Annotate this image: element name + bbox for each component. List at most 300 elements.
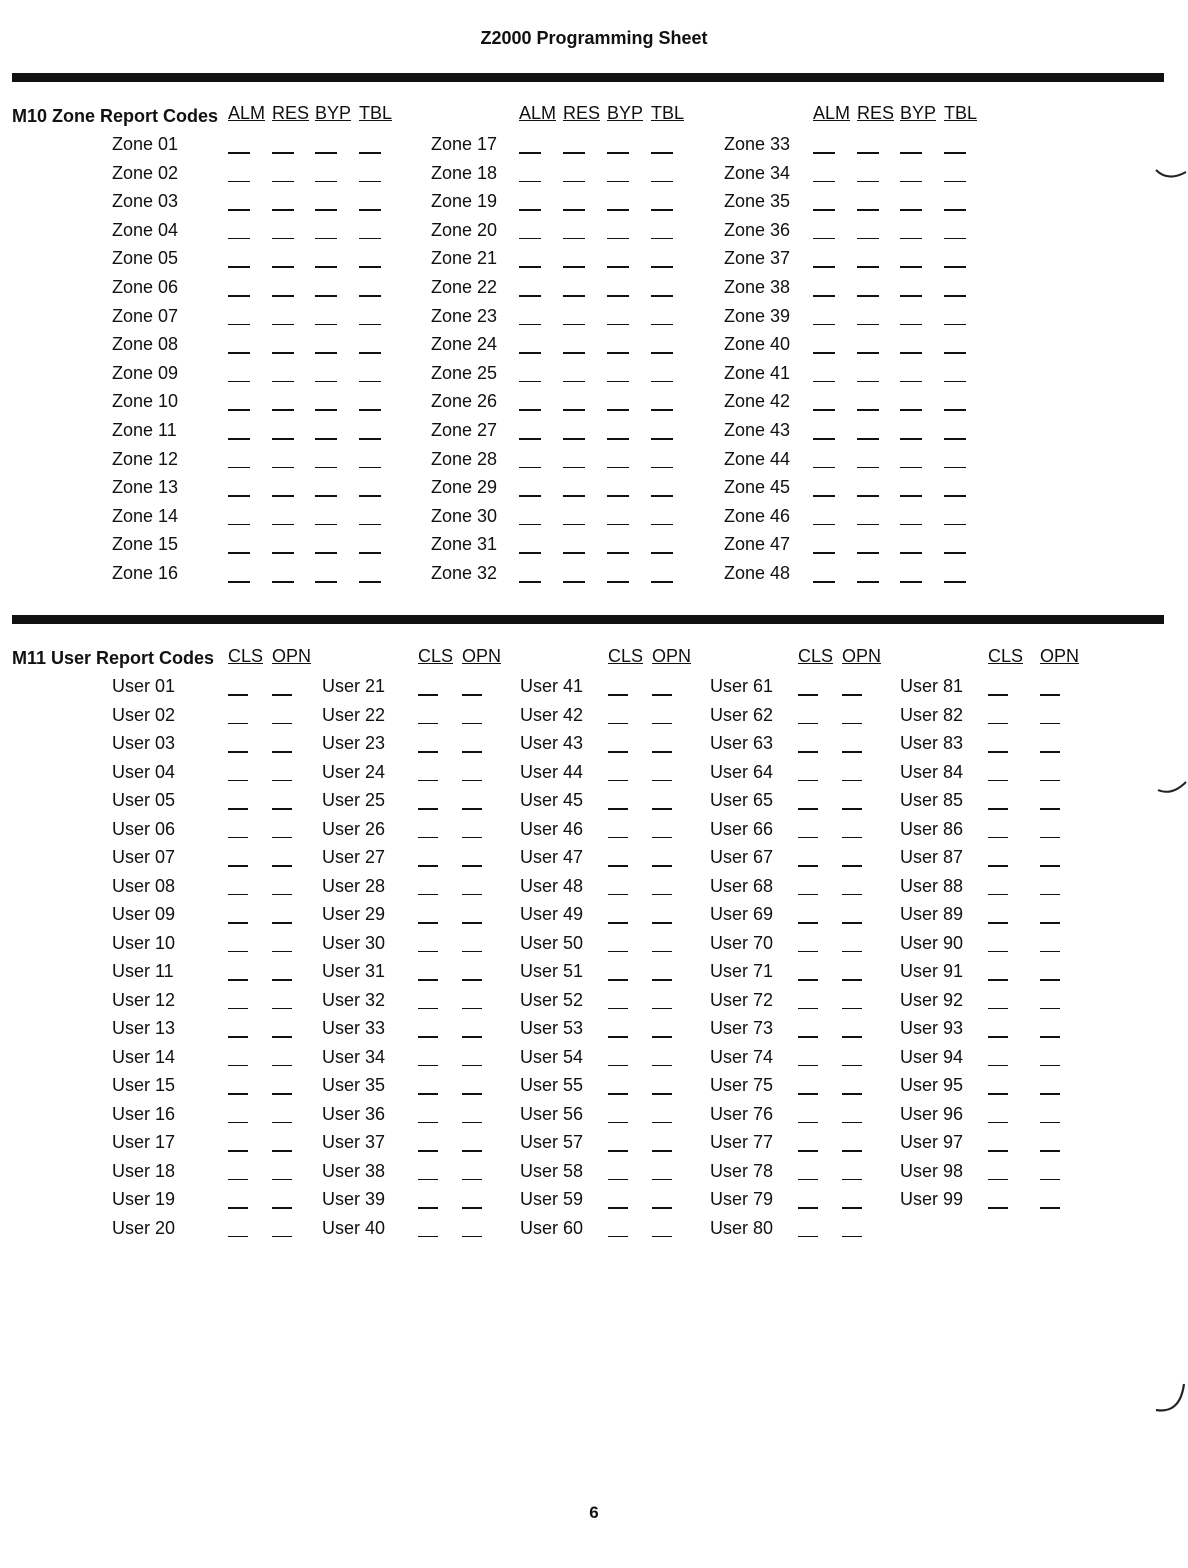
zone-code-blank[interactable] — [563, 352, 585, 354]
user-code-blank[interactable] — [652, 1065, 672, 1067]
user-code-blank[interactable] — [228, 1236, 248, 1238]
user-code-blank[interactable] — [462, 951, 482, 953]
zone-code-blank[interactable] — [900, 209, 922, 211]
user-code-blank[interactable] — [842, 979, 862, 981]
user-code-blank[interactable] — [842, 1008, 862, 1010]
user-code-blank[interactable] — [1040, 780, 1060, 782]
user-code-blank[interactable] — [608, 1036, 628, 1038]
zone-code-blank[interactable] — [607, 552, 629, 554]
user-code-blank[interactable] — [798, 694, 818, 696]
zone-code-blank[interactable] — [607, 495, 629, 497]
user-code-blank[interactable] — [842, 837, 862, 839]
zone-code-blank[interactable] — [813, 295, 835, 297]
user-code-blank[interactable] — [418, 1036, 438, 1038]
zone-code-blank[interactable] — [857, 266, 879, 268]
user-code-blank[interactable] — [228, 1179, 248, 1181]
user-code-blank[interactable] — [842, 1065, 862, 1067]
user-code-blank[interactable] — [228, 979, 248, 981]
zone-code-blank[interactable] — [651, 152, 673, 154]
zone-code-blank[interactable] — [857, 181, 879, 183]
zone-code-blank[interactable] — [900, 552, 922, 554]
zone-code-blank[interactable] — [813, 409, 835, 411]
user-code-blank[interactable] — [462, 1065, 482, 1067]
user-code-blank[interactable] — [228, 1150, 248, 1152]
user-code-blank[interactable] — [842, 1122, 862, 1124]
user-code-blank[interactable] — [652, 894, 672, 896]
zone-code-blank[interactable] — [651, 552, 673, 554]
zone-code-blank[interactable] — [519, 352, 541, 354]
user-code-blank[interactable] — [418, 751, 438, 753]
zone-code-blank[interactable] — [813, 324, 835, 326]
user-code-blank[interactable] — [798, 723, 818, 725]
user-code-blank[interactable] — [1040, 1065, 1060, 1067]
user-code-blank[interactable] — [608, 1122, 628, 1124]
user-code-blank[interactable] — [988, 694, 1008, 696]
user-code-blank[interactable] — [652, 808, 672, 810]
user-code-blank[interactable] — [798, 808, 818, 810]
user-code-blank[interactable] — [652, 979, 672, 981]
user-code-blank[interactable] — [272, 1179, 292, 1181]
zone-code-blank[interactable] — [651, 352, 673, 354]
user-code-blank[interactable] — [272, 1036, 292, 1038]
user-code-blank[interactable] — [272, 1065, 292, 1067]
user-code-blank[interactable] — [228, 808, 248, 810]
user-code-blank[interactable] — [272, 780, 292, 782]
zone-code-blank[interactable] — [813, 181, 835, 183]
zone-code-blank[interactable] — [315, 524, 337, 526]
zone-code-blank[interactable] — [563, 467, 585, 469]
zone-code-blank[interactable] — [359, 238, 381, 240]
user-code-blank[interactable] — [842, 1207, 862, 1209]
zone-code-blank[interactable] — [359, 352, 381, 354]
user-code-blank[interactable] — [418, 1008, 438, 1010]
zone-code-blank[interactable] — [315, 266, 337, 268]
user-code-blank[interactable] — [988, 1093, 1008, 1095]
user-code-blank[interactable] — [462, 894, 482, 896]
user-code-blank[interactable] — [798, 979, 818, 981]
user-code-blank[interactable] — [418, 922, 438, 924]
user-code-blank[interactable] — [418, 694, 438, 696]
user-code-blank[interactable] — [1040, 751, 1060, 753]
zone-code-blank[interactable] — [359, 295, 381, 297]
zone-code-blank[interactable] — [651, 181, 673, 183]
user-code-blank[interactable] — [462, 1207, 482, 1209]
user-code-blank[interactable] — [842, 894, 862, 896]
user-code-blank[interactable] — [608, 1207, 628, 1209]
zone-code-blank[interactable] — [607, 409, 629, 411]
zone-code-blank[interactable] — [228, 152, 250, 154]
zone-code-blank[interactable] — [900, 581, 922, 583]
user-code-blank[interactable] — [652, 694, 672, 696]
user-code-blank[interactable] — [842, 751, 862, 753]
user-code-blank[interactable] — [272, 751, 292, 753]
zone-code-blank[interactable] — [519, 266, 541, 268]
user-code-blank[interactable] — [798, 1065, 818, 1067]
user-code-blank[interactable] — [272, 922, 292, 924]
zone-code-blank[interactable] — [315, 238, 337, 240]
user-code-blank[interactable] — [1040, 1150, 1060, 1152]
user-code-blank[interactable] — [1040, 1207, 1060, 1209]
user-code-blank[interactable] — [652, 1236, 672, 1238]
zone-code-blank[interactable] — [359, 409, 381, 411]
zone-code-blank[interactable] — [813, 381, 835, 383]
zone-code-blank[interactable] — [813, 238, 835, 240]
zone-code-blank[interactable] — [651, 438, 673, 440]
user-code-blank[interactable] — [988, 723, 1008, 725]
zone-code-blank[interactable] — [563, 266, 585, 268]
user-code-blank[interactable] — [608, 1150, 628, 1152]
user-code-blank[interactable] — [272, 1093, 292, 1095]
user-code-blank[interactable] — [798, 1008, 818, 1010]
user-code-blank[interactable] — [418, 1179, 438, 1181]
user-code-blank[interactable] — [842, 1179, 862, 1181]
zone-code-blank[interactable] — [563, 324, 585, 326]
user-code-blank[interactable] — [842, 922, 862, 924]
user-code-blank[interactable] — [798, 1207, 818, 1209]
zone-code-blank[interactable] — [944, 209, 966, 211]
zone-code-blank[interactable] — [607, 352, 629, 354]
user-code-blank[interactable] — [462, 694, 482, 696]
zone-code-blank[interactable] — [272, 266, 294, 268]
user-code-blank[interactable] — [1040, 1036, 1060, 1038]
zone-code-blank[interactable] — [519, 181, 541, 183]
zone-code-blank[interactable] — [944, 438, 966, 440]
zone-code-blank[interactable] — [315, 581, 337, 583]
zone-code-blank[interactable] — [607, 181, 629, 183]
zone-code-blank[interactable] — [315, 324, 337, 326]
user-code-blank[interactable] — [272, 1122, 292, 1124]
zone-code-blank[interactable] — [944, 152, 966, 154]
user-code-blank[interactable] — [272, 865, 292, 867]
zone-code-blank[interactable] — [228, 181, 250, 183]
zone-code-blank[interactable] — [563, 381, 585, 383]
user-code-blank[interactable] — [418, 1207, 438, 1209]
user-code-blank[interactable] — [1040, 723, 1060, 725]
zone-code-blank[interactable] — [813, 495, 835, 497]
user-code-blank[interactable] — [842, 1150, 862, 1152]
zone-code-blank[interactable] — [519, 209, 541, 211]
user-code-blank[interactable] — [418, 1236, 438, 1238]
zone-code-blank[interactable] — [519, 581, 541, 583]
zone-code-blank[interactable] — [813, 152, 835, 154]
user-code-blank[interactable] — [228, 922, 248, 924]
user-code-blank[interactable] — [1040, 1093, 1060, 1095]
zone-code-blank[interactable] — [857, 238, 879, 240]
user-code-blank[interactable] — [462, 979, 482, 981]
user-code-blank[interactable] — [798, 894, 818, 896]
user-code-blank[interactable] — [462, 1179, 482, 1181]
zone-code-blank[interactable] — [944, 524, 966, 526]
zone-code-blank[interactable] — [651, 409, 673, 411]
zone-code-blank[interactable] — [272, 352, 294, 354]
zone-code-blank[interactable] — [900, 524, 922, 526]
zone-code-blank[interactable] — [519, 524, 541, 526]
zone-code-blank[interactable] — [359, 181, 381, 183]
zone-code-blank[interactable] — [607, 467, 629, 469]
user-code-blank[interactable] — [988, 837, 1008, 839]
zone-code-blank[interactable] — [944, 266, 966, 268]
zone-code-blank[interactable] — [857, 209, 879, 211]
user-code-blank[interactable] — [798, 751, 818, 753]
zone-code-blank[interactable] — [607, 524, 629, 526]
user-code-blank[interactable] — [798, 922, 818, 924]
zone-code-blank[interactable] — [607, 266, 629, 268]
user-code-blank[interactable] — [228, 1093, 248, 1095]
zone-code-blank[interactable] — [944, 467, 966, 469]
zone-code-blank[interactable] — [228, 524, 250, 526]
user-code-blank[interactable] — [272, 1008, 292, 1010]
user-code-blank[interactable] — [462, 808, 482, 810]
user-code-blank[interactable] — [652, 1036, 672, 1038]
zone-code-blank[interactable] — [272, 295, 294, 297]
zone-code-blank[interactable] — [359, 524, 381, 526]
user-code-blank[interactable] — [652, 865, 672, 867]
user-code-blank[interactable] — [652, 1093, 672, 1095]
user-code-blank[interactable] — [1040, 837, 1060, 839]
user-code-blank[interactable] — [652, 1207, 672, 1209]
zone-code-blank[interactable] — [651, 266, 673, 268]
user-code-blank[interactable] — [1040, 865, 1060, 867]
zone-code-blank[interactable] — [228, 209, 250, 211]
user-code-blank[interactable] — [608, 951, 628, 953]
zone-code-blank[interactable] — [519, 295, 541, 297]
user-code-blank[interactable] — [842, 1036, 862, 1038]
zone-code-blank[interactable] — [272, 495, 294, 497]
user-code-blank[interactable] — [272, 1207, 292, 1209]
zone-code-blank[interactable] — [315, 467, 337, 469]
zone-code-blank[interactable] — [563, 524, 585, 526]
zone-code-blank[interactable] — [813, 438, 835, 440]
user-code-blank[interactable] — [228, 1008, 248, 1010]
user-code-blank[interactable] — [842, 1093, 862, 1095]
zone-code-blank[interactable] — [272, 467, 294, 469]
user-code-blank[interactable] — [1040, 808, 1060, 810]
user-code-blank[interactable] — [462, 837, 482, 839]
zone-code-blank[interactable] — [651, 381, 673, 383]
zone-code-blank[interactable] — [900, 467, 922, 469]
user-code-blank[interactable] — [798, 1122, 818, 1124]
zone-code-blank[interactable] — [519, 495, 541, 497]
zone-code-blank[interactable] — [857, 152, 879, 154]
zone-code-blank[interactable] — [519, 467, 541, 469]
zone-code-blank[interactable] — [900, 409, 922, 411]
user-code-blank[interactable] — [988, 1122, 1008, 1124]
zone-code-blank[interactable] — [900, 295, 922, 297]
zone-code-blank[interactable] — [315, 409, 337, 411]
user-code-blank[interactable] — [418, 780, 438, 782]
user-code-blank[interactable] — [798, 1236, 818, 1238]
zone-code-blank[interactable] — [272, 381, 294, 383]
user-code-blank[interactable] — [988, 1150, 1008, 1152]
user-code-blank[interactable] — [462, 1036, 482, 1038]
zone-code-blank[interactable] — [359, 581, 381, 583]
zone-code-blank[interactable] — [272, 209, 294, 211]
user-code-blank[interactable] — [418, 723, 438, 725]
zone-code-blank[interactable] — [315, 181, 337, 183]
zone-code-blank[interactable] — [228, 409, 250, 411]
zone-code-blank[interactable] — [944, 238, 966, 240]
zone-code-blank[interactable] — [359, 324, 381, 326]
user-code-blank[interactable] — [462, 1122, 482, 1124]
zone-code-blank[interactable] — [272, 409, 294, 411]
zone-code-blank[interactable] — [359, 209, 381, 211]
zone-code-blank[interactable] — [857, 295, 879, 297]
zone-code-blank[interactable] — [228, 467, 250, 469]
user-code-blank[interactable] — [798, 951, 818, 953]
zone-code-blank[interactable] — [359, 266, 381, 268]
user-code-blank[interactable] — [988, 894, 1008, 896]
zone-code-blank[interactable] — [944, 409, 966, 411]
zone-code-blank[interactable] — [900, 495, 922, 497]
user-code-blank[interactable] — [462, 1093, 482, 1095]
zone-code-blank[interactable] — [519, 409, 541, 411]
zone-code-blank[interactable] — [813, 209, 835, 211]
user-code-blank[interactable] — [272, 1150, 292, 1152]
user-code-blank[interactable] — [798, 865, 818, 867]
zone-code-blank[interactable] — [857, 409, 879, 411]
user-code-blank[interactable] — [608, 808, 628, 810]
zone-code-blank[interactable] — [228, 238, 250, 240]
user-code-blank[interactable] — [1040, 894, 1060, 896]
zone-code-blank[interactable] — [359, 495, 381, 497]
zone-code-blank[interactable] — [315, 438, 337, 440]
zone-code-blank[interactable] — [315, 352, 337, 354]
zone-code-blank[interactable] — [315, 152, 337, 154]
user-code-blank[interactable] — [1040, 1122, 1060, 1124]
zone-code-blank[interactable] — [315, 552, 337, 554]
user-code-blank[interactable] — [1040, 694, 1060, 696]
user-code-blank[interactable] — [272, 808, 292, 810]
zone-code-blank[interactable] — [944, 181, 966, 183]
user-code-blank[interactable] — [228, 951, 248, 953]
zone-code-blank[interactable] — [315, 381, 337, 383]
user-code-blank[interactable] — [842, 808, 862, 810]
zone-code-blank[interactable] — [651, 524, 673, 526]
user-code-blank[interactable] — [418, 865, 438, 867]
zone-code-blank[interactable] — [272, 324, 294, 326]
user-code-blank[interactable] — [652, 951, 672, 953]
user-code-blank[interactable] — [798, 1150, 818, 1152]
zone-code-blank[interactable] — [519, 324, 541, 326]
zone-code-blank[interactable] — [563, 295, 585, 297]
user-code-blank[interactable] — [1040, 951, 1060, 953]
user-code-blank[interactable] — [652, 751, 672, 753]
user-code-blank[interactable] — [988, 865, 1008, 867]
zone-code-blank[interactable] — [857, 324, 879, 326]
zone-code-blank[interactable] — [944, 552, 966, 554]
zone-code-blank[interactable] — [228, 438, 250, 440]
user-code-blank[interactable] — [652, 780, 672, 782]
user-code-blank[interactable] — [608, 979, 628, 981]
zone-code-blank[interactable] — [813, 524, 835, 526]
user-code-blank[interactable] — [272, 723, 292, 725]
user-code-blank[interactable] — [418, 1150, 438, 1152]
user-code-blank[interactable] — [462, 1150, 482, 1152]
user-code-blank[interactable] — [988, 808, 1008, 810]
zone-code-blank[interactable] — [900, 266, 922, 268]
zone-code-blank[interactable] — [607, 324, 629, 326]
zone-code-blank[interactable] — [519, 552, 541, 554]
user-code-blank[interactable] — [798, 1093, 818, 1095]
user-code-blank[interactable] — [988, 1065, 1008, 1067]
user-code-blank[interactable] — [608, 1008, 628, 1010]
zone-code-blank[interactable] — [900, 381, 922, 383]
zone-code-blank[interactable] — [607, 152, 629, 154]
zone-code-blank[interactable] — [272, 581, 294, 583]
user-code-blank[interactable] — [418, 979, 438, 981]
zone-code-blank[interactable] — [315, 295, 337, 297]
zone-code-blank[interactable] — [813, 467, 835, 469]
user-code-blank[interactable] — [988, 1207, 1008, 1209]
user-code-blank[interactable] — [272, 979, 292, 981]
zone-code-blank[interactable] — [651, 295, 673, 297]
user-code-blank[interactable] — [418, 894, 438, 896]
user-code-blank[interactable] — [228, 694, 248, 696]
zone-code-blank[interactable] — [519, 152, 541, 154]
user-code-blank[interactable] — [462, 1008, 482, 1010]
zone-code-blank[interactable] — [359, 467, 381, 469]
zone-code-blank[interactable] — [900, 152, 922, 154]
user-code-blank[interactable] — [798, 780, 818, 782]
zone-code-blank[interactable] — [563, 209, 585, 211]
zone-code-blank[interactable] — [813, 352, 835, 354]
user-code-blank[interactable] — [608, 723, 628, 725]
zone-code-blank[interactable] — [944, 381, 966, 383]
zone-code-blank[interactable] — [359, 381, 381, 383]
zone-code-blank[interactable] — [272, 181, 294, 183]
user-code-blank[interactable] — [462, 1236, 482, 1238]
user-code-blank[interactable] — [272, 837, 292, 839]
user-code-blank[interactable] — [1040, 1008, 1060, 1010]
user-code-blank[interactable] — [1040, 1179, 1060, 1181]
zone-code-blank[interactable] — [359, 552, 381, 554]
zone-code-blank[interactable] — [359, 152, 381, 154]
zone-code-blank[interactable] — [651, 495, 673, 497]
zone-code-blank[interactable] — [857, 581, 879, 583]
zone-code-blank[interactable] — [857, 381, 879, 383]
zone-code-blank[interactable] — [563, 409, 585, 411]
zone-code-blank[interactable] — [228, 295, 250, 297]
user-code-blank[interactable] — [1040, 922, 1060, 924]
zone-code-blank[interactable] — [944, 352, 966, 354]
zone-code-blank[interactable] — [944, 295, 966, 297]
zone-code-blank[interactable] — [272, 524, 294, 526]
user-code-blank[interactable] — [462, 865, 482, 867]
zone-code-blank[interactable] — [900, 352, 922, 354]
user-code-blank[interactable] — [652, 723, 672, 725]
zone-code-blank[interactable] — [563, 581, 585, 583]
user-code-blank[interactable] — [608, 780, 628, 782]
zone-code-blank[interactable] — [228, 266, 250, 268]
zone-code-blank[interactable] — [272, 152, 294, 154]
user-code-blank[interactable] — [842, 694, 862, 696]
user-code-blank[interactable] — [418, 1093, 438, 1095]
user-code-blank[interactable] — [608, 894, 628, 896]
zone-code-blank[interactable] — [857, 495, 879, 497]
user-code-blank[interactable] — [272, 694, 292, 696]
user-code-blank[interactable] — [228, 723, 248, 725]
user-code-blank[interactable] — [462, 723, 482, 725]
user-code-blank[interactable] — [988, 751, 1008, 753]
zone-code-blank[interactable] — [813, 581, 835, 583]
zone-code-blank[interactable] — [315, 209, 337, 211]
user-code-blank[interactable] — [608, 751, 628, 753]
zone-code-blank[interactable] — [607, 295, 629, 297]
user-code-blank[interactable] — [652, 922, 672, 924]
user-code-blank[interactable] — [418, 1065, 438, 1067]
user-code-blank[interactable] — [842, 723, 862, 725]
user-code-blank[interactable] — [988, 922, 1008, 924]
